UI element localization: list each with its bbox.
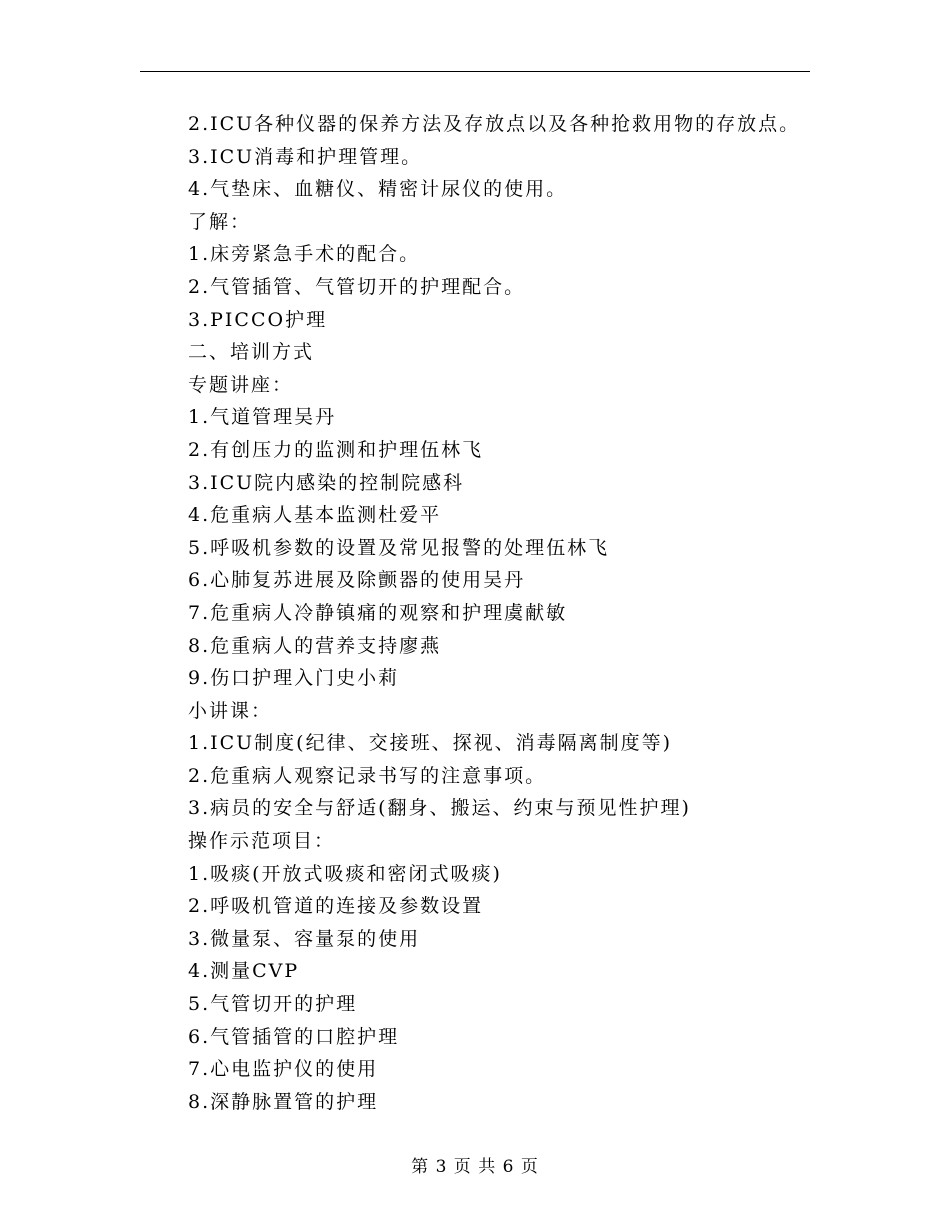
text-line: 5.气管切开的护理 [188,993,358,1016]
text-line: 7.危重病人冷静镇痛的观察和护理虞献敏 [188,601,568,624]
text-line: 1.ICU制度(纪律、交接班、探视、消毒隔离制度等) [188,732,673,755]
text-line: 2.呼吸机管道的连接及参数设置 [188,895,484,918]
text-line: 1.气道管理吴丹 [188,406,337,429]
text-line: 2.有创压力的监测和护理伍林飞 [188,438,484,461]
text-line: 8.危重病人的营养支持廖燕 [188,634,442,657]
text-line: 5.呼吸机参数的设置及常见报警的处理伍林飞 [188,536,610,559]
text-line: 3.微量泵、容量泵的使用 [188,927,421,950]
text-line: 4.危重病人基本监测杜爱平 [188,504,442,527]
text-line: 4.测量CVP [188,960,300,983]
section-label: 专题讲座： [188,373,294,396]
text-line: 9.伤口护理入门史小莉 [188,667,400,690]
text-line: 7.心电监护仪的使用 [188,1058,379,1081]
text-line: 3.ICU消毒和护理管理。 [188,145,423,168]
text-line: 3.病员的安全与舒适(翻身、搬运、约束与预见性护理) [188,797,691,820]
text-line: 3.ICU院内感染的控制院感科 [188,471,465,494]
text-line: 1.吸痰(开放式吸痰和密闭式吸痰) [188,862,502,885]
header-rule [140,71,810,72]
section-label: 小讲课： [188,699,273,722]
text-line: 4.气垫床、血糖仪、精密计尿仪的使用。 [188,178,568,201]
text-line: 6.气管插管的口腔护理 [188,1025,400,1048]
text-line: 1.床旁紧急手术的配合。 [188,243,421,266]
section-label: 了解： [188,210,252,233]
section-label: 操作示范项目： [188,830,336,853]
page-footer: 第 3 页 共 6 页 [411,1157,539,1177]
text-line: 3.PICCO护理 [188,308,328,331]
document-body [188,108,828,1118]
text-line: 8.深静脉置管的护理 [188,1090,379,1113]
section-heading: 二、培训方式 [188,341,315,364]
text-line: 2.ICU各种仪器的保养方法及存放点以及各种抢救用物的存放点。 [188,113,801,135]
text-line: 6.心肺复苏进展及除颤器的使用吴丹 [188,569,526,592]
text-line: 2.危重病人观察记录书写的注意事项。 [188,764,547,787]
text-line: 2.气管插管、气管切开的护理配合。 [188,275,526,298]
